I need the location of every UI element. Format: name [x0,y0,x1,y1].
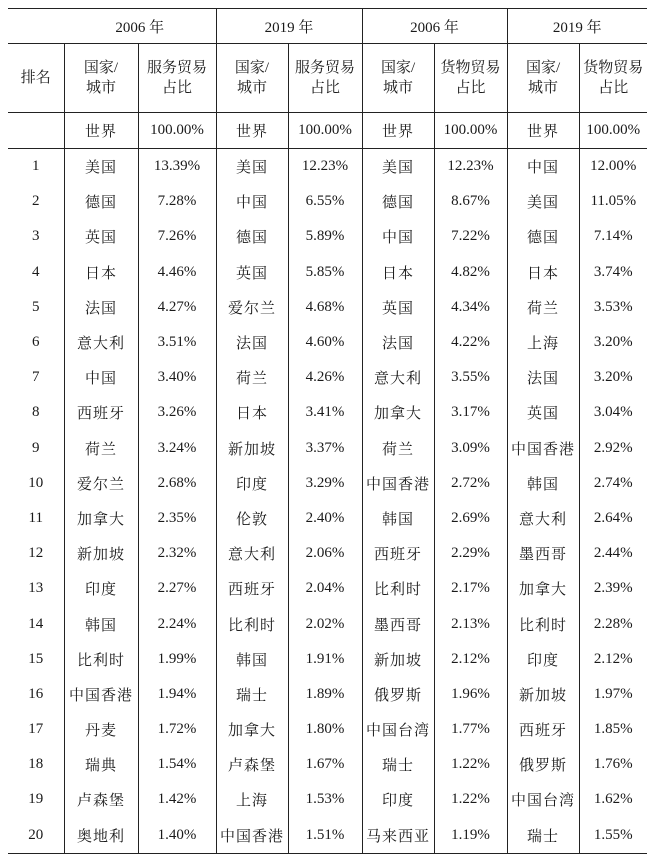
rank-header: 排名 [8,44,64,113]
world-g2019-pct: 100.00% [579,113,647,149]
table-row [8,466,647,501]
goods-2006-share-cell: 12.23% [434,149,507,185]
service-2019-share-cell: 1.89% [288,677,362,712]
goods-2006-country-cell: 墨西哥 [362,606,434,641]
goods-2006-share-cell: 2.17% [434,571,507,606]
goods-2019-share-cell: 2.92% [579,431,647,466]
service-2006-country-cell: 日本 [64,255,138,290]
country-header-line2: 城市 [528,80,559,96]
goods-2006-country-cell: 马来西亚 [362,818,434,854]
service-2006-country-cell: 中国香港 [64,677,138,712]
country-header-g2006 [362,44,434,113]
table-row [8,184,647,219]
service-2019-country-cell: 新加坡 [216,431,288,466]
goods-2006-country-cell: 韩国 [362,501,434,536]
service-2019-share-cell: 1.51% [288,818,362,854]
goods-2019-share-cell: 3.20% [579,325,647,360]
service-2006-share-cell: 3.40% [138,360,216,395]
goods-2006-country-cell: 瑞士 [362,747,434,782]
service-2006-country-cell: 德国 [64,184,138,219]
service-2019-share-cell: 2.04% [288,571,362,606]
rank-cell: 1 [32,158,40,175]
goods-2006-country-cell: 法国 [362,325,434,360]
goods-2019-share-cell: 1.97% [579,677,647,712]
service-2019-country-cell: 日本 [216,395,288,430]
rank-cell: 5 [32,298,40,315]
service-2006-share-cell: 1.94% [138,677,216,712]
service-2019-share-cell: 4.60% [288,325,362,360]
goods-2019-country-cell: 日本 [507,255,579,290]
rank-cell: 13 [28,580,44,597]
service-2006-share-cell: 1.54% [138,747,216,782]
goods-2019-country-cell: 印度 [507,642,579,677]
goods-share-header-2019 [579,44,647,113]
service-2019-country-cell: 西班牙 [216,571,288,606]
service-2006-country-cell: 爱尔兰 [64,466,138,501]
country-header-line2: 城市 [383,80,414,96]
rank-cell: 7 [32,369,40,386]
service-2019-share-cell: 6.55% [288,184,362,219]
service-2019-share-cell: 1.80% [288,712,362,747]
goods-2006-share-cell: 4.34% [434,290,507,325]
goods-2006-share-cell: 1.22% [434,747,507,782]
goods-2019-share-cell: 1.62% [579,782,647,817]
goods-2006-country-cell: 中国台湾 [362,712,434,747]
service-2006-share-cell: 2.35% [138,501,216,536]
world-s2019-name: 世界 [216,113,288,149]
goods-2006-country-cell: 比利时 [362,571,434,606]
goods-2006-share-cell: 2.12% [434,642,507,677]
world-g2019-name: 世界 [507,113,579,149]
rank-cell: 9 [32,439,40,456]
service-2019-share-cell: 1.91% [288,642,362,677]
service-2019-share-cell: 3.41% [288,395,362,430]
country-header-line1: 国家/ [380,60,416,76]
service-2006-share-cell: 3.51% [138,325,216,360]
year-service-2019: 2019 年 [216,9,362,44]
table-row [8,290,647,325]
goods-2006-share-cell: 1.22% [434,782,507,817]
goods-2019-share-cell: 2.44% [579,536,647,571]
table-row [8,431,647,466]
goods-share-header-2006 [434,44,507,113]
goods-header-line1: 货物贸易 [440,60,501,76]
service-2019-share-cell: 1.67% [288,747,362,782]
country-header-line1: 国家/ [525,60,561,76]
service-header-line2: 占比 [310,80,341,96]
goods-2019-country-cell: 俄罗斯 [507,747,579,782]
service-2006-share-cell: 1.40% [138,818,216,854]
goods-2006-share-cell: 3.55% [434,360,507,395]
year-goods-2019: 2019 年 [507,9,647,44]
service-2019-country-cell: 伦敦 [216,501,288,536]
service-2019-country-cell: 上海 [216,782,288,817]
goods-2006-country-cell: 加拿大 [362,395,434,430]
service-2019-share-cell: 2.06% [288,536,362,571]
table-row [8,501,647,536]
goods-2019-share-cell: 7.14% [579,219,647,254]
goods-2006-share-cell: 1.19% [434,818,507,854]
service-2006-share-cell: 2.27% [138,571,216,606]
world-s2006-pct: 100.00% [138,113,216,149]
service-2006-country-cell: 韩国 [64,606,138,641]
service-2019-share-cell: 2.40% [288,501,362,536]
goods-2019-country-cell: 新加坡 [507,677,579,712]
country-header-s2019 [216,44,288,113]
table-row [8,255,647,290]
goods-2006-share-cell: 4.22% [434,325,507,360]
service-share-header-2006 [138,44,216,113]
goods-2019-share-cell: 1.85% [579,712,647,747]
goods-2019-share-cell: 12.00% [579,149,647,185]
rank-cell: 16 [28,685,44,702]
column-header-row [8,44,647,113]
service-2019-country-cell: 中国香港 [216,818,288,854]
goods-2006-country-cell: 印度 [362,782,434,817]
goods-2019-share-cell: 3.74% [579,255,647,290]
world-s2019-pct: 100.00% [288,113,362,149]
country-header-s2006 [64,44,138,113]
goods-2006-share-cell: 1.96% [434,677,507,712]
rank-cell: 8 [32,404,40,421]
goods-2019-country-cell: 意大利 [507,501,579,536]
goods-2019-country-cell: 中国 [507,149,579,185]
goods-2006-share-cell: 2.13% [434,606,507,641]
service-2019-country-cell: 爱尔兰 [216,290,288,325]
service-2019-country-cell: 美国 [216,149,288,185]
table-row [8,747,647,782]
service-2006-share-cell: 3.26% [138,395,216,430]
goods-2019-country-cell: 韩国 [507,466,579,501]
service-2006-share-cell: 1.72% [138,712,216,747]
goods-2019-country-cell: 荷兰 [507,290,579,325]
table-row [8,536,647,571]
year-goods-2006: 2006 年 [362,9,507,44]
goods-2006-share-cell: 3.17% [434,395,507,430]
service-2019-country-cell: 比利时 [216,606,288,641]
world-row [8,113,647,149]
service-2019-share-cell: 1.53% [288,782,362,817]
service-2006-share-cell: 3.24% [138,431,216,466]
service-2006-country-cell: 加拿大 [64,501,138,536]
service-2006-share-cell: 1.99% [138,642,216,677]
service-2006-share-cell: 1.42% [138,782,216,817]
service-2006-country-cell: 比利时 [64,642,138,677]
country-header-g2019 [507,44,579,113]
goods-header-line1: 货物贸易 [583,60,644,76]
goods-2019-share-cell: 2.28% [579,606,647,641]
service-share-header-2019 [288,44,362,113]
service-2006-country-cell: 新加坡 [64,536,138,571]
goods-2006-country-cell: 俄罗斯 [362,677,434,712]
service-header-line1: 服务贸易 [147,60,208,76]
goods-2006-country-cell: 中国 [362,219,434,254]
service-2019-share-cell: 5.89% [288,219,362,254]
service-2006-country-cell: 法国 [64,290,138,325]
goods-2019-share-cell: 1.76% [579,747,647,782]
service-2019-share-cell: 3.29% [288,466,362,501]
service-2019-share-cell: 4.68% [288,290,362,325]
goods-2006-country-cell: 荷兰 [362,431,434,466]
service-2019-country-cell: 印度 [216,466,288,501]
rank-cell: 2 [32,193,40,210]
rank-cell: 4 [32,263,40,280]
goods-2006-share-cell: 8.67% [434,184,507,219]
service-2006-share-cell: 4.46% [138,255,216,290]
service-2006-country-cell: 丹麦 [64,712,138,747]
service-header-line2: 占比 [162,80,193,96]
service-2006-share-cell: 13.39% [138,149,216,185]
table-row [8,606,647,641]
goods-2006-country-cell: 美国 [362,149,434,185]
service-2006-country-cell: 奥地利 [64,818,138,854]
table-row [8,219,647,254]
service-2006-share-cell: 7.26% [138,219,216,254]
goods-2006-share-cell: 2.69% [434,501,507,536]
table-row [8,642,647,677]
service-2006-country-cell: 英国 [64,219,138,254]
year-service-2006: 2006 年 [64,9,216,44]
rank-cell: 3 [32,228,40,245]
service-2019-country-cell: 中国 [216,184,288,219]
service-2006-country-cell: 印度 [64,571,138,606]
goods-2019-country-cell: 瑞士 [507,818,579,854]
goods-2019-country-cell: 中国香港 [507,431,579,466]
table-row [8,782,647,817]
goods-2019-share-cell: 2.64% [579,501,647,536]
goods-2006-share-cell: 1.77% [434,712,507,747]
table-row [8,712,647,747]
service-2006-country-cell: 意大利 [64,325,138,360]
table-row [8,677,647,712]
goods-2019-country-cell: 美国 [507,184,579,219]
service-2006-country-cell: 美国 [64,149,138,185]
service-2019-country-cell: 荷兰 [216,360,288,395]
service-2006-share-cell: 2.32% [138,536,216,571]
goods-2019-country-cell: 德国 [507,219,579,254]
goods-2006-country-cell: 新加坡 [362,642,434,677]
rank-cell: 11 [28,509,43,526]
goods-2006-share-cell: 4.82% [434,255,507,290]
service-2019-country-cell: 德国 [216,219,288,254]
ranking-table [8,8,647,854]
service-2006-country-cell: 瑞典 [64,747,138,782]
world-rank-cell [8,113,64,149]
goods-2019-country-cell: 上海 [507,325,579,360]
rank-cell: 12 [28,545,44,562]
rank-year-spacer [8,9,64,44]
goods-2006-country-cell: 德国 [362,184,434,219]
goods-2006-country-cell: 西班牙 [362,536,434,571]
goods-header-line2: 占比 [598,80,629,96]
year-header-row [8,9,647,44]
goods-2006-country-cell: 中国香港 [362,466,434,501]
service-2019-country-cell: 法国 [216,325,288,360]
service-2019-country-cell: 韩国 [216,642,288,677]
service-2019-share-cell: 2.02% [288,606,362,641]
goods-2019-country-cell: 墨西哥 [507,536,579,571]
goods-2019-share-cell: 1.55% [579,818,647,854]
goods-2006-share-cell: 3.09% [434,431,507,466]
table-row [8,571,647,606]
rank-cell: 15 [28,650,44,667]
goods-2019-share-cell: 2.39% [579,571,647,606]
country-header-line2: 城市 [237,80,268,96]
goods-2006-country-cell: 英国 [362,290,434,325]
goods-2019-country-cell: 比利时 [507,606,579,641]
rank-cell: 18 [28,756,44,773]
country-header-line1: 国家/ [83,60,119,76]
world-s2006-name: 世界 [64,113,138,149]
service-2006-country-cell: 西班牙 [64,395,138,430]
service-2006-share-cell: 7.28% [138,184,216,219]
goods-2019-share-cell: 3.04% [579,395,647,430]
goods-2006-share-cell: 2.29% [434,536,507,571]
rank-cell: 10 [28,474,44,491]
service-2019-country-cell: 瑞士 [216,677,288,712]
world-g2006-name: 世界 [362,113,434,149]
service-2019-country-cell: 意大利 [216,536,288,571]
table-row [8,818,647,854]
service-2006-share-cell: 2.24% [138,606,216,641]
service-2006-share-cell: 2.68% [138,466,216,501]
country-header-line2: 城市 [85,80,116,96]
goods-2019-country-cell: 西班牙 [507,712,579,747]
goods-2006-share-cell: 7.22% [434,219,507,254]
goods-2006-share-cell: 2.72% [434,466,507,501]
goods-2019-share-cell: 11.05% [579,184,647,219]
rank-cell: 19 [28,791,44,808]
service-2006-country-cell: 荷兰 [64,431,138,466]
rank-cell: 17 [28,721,44,738]
goods-2019-share-cell: 2.12% [579,642,647,677]
goods-2019-share-cell: 3.53% [579,290,647,325]
table-row [8,360,647,395]
service-header-line1: 服务贸易 [295,60,356,76]
service-2019-share-cell: 12.23% [288,149,362,185]
service-2019-country-cell: 加拿大 [216,712,288,747]
rank-cell: 6 [32,334,40,351]
table-row [8,149,647,185]
service-2006-country-cell: 卢森堡 [64,782,138,817]
goods-2019-share-cell: 2.74% [579,466,647,501]
goods-2019-country-cell: 加拿大 [507,571,579,606]
rank-cell: 14 [28,615,44,632]
service-2019-country-cell: 卢森堡 [216,747,288,782]
goods-2019-share-cell: 3.20% [579,360,647,395]
service-2006-country-cell: 中国 [64,360,138,395]
service-2019-country-cell: 英国 [216,255,288,290]
rank-cell: 20 [8,818,64,854]
table-row [8,325,647,360]
goods-2019-country-cell: 英国 [507,395,579,430]
goods-2019-country-cell: 中国台湾 [507,782,579,817]
table-row [8,395,647,430]
goods-header-line2: 占比 [455,80,486,96]
goods-2006-country-cell: 日本 [362,255,434,290]
goods-2019-country-cell: 法国 [507,360,579,395]
world-g2006-pct: 100.00% [434,113,507,149]
service-2006-share-cell: 4.27% [138,290,216,325]
goods-2006-country-cell: 意大利 [362,360,434,395]
country-header-line1: 国家/ [234,60,270,76]
service-2019-share-cell: 4.26% [288,360,362,395]
service-2019-share-cell: 5.85% [288,255,362,290]
service-2019-share-cell: 3.37% [288,431,362,466]
